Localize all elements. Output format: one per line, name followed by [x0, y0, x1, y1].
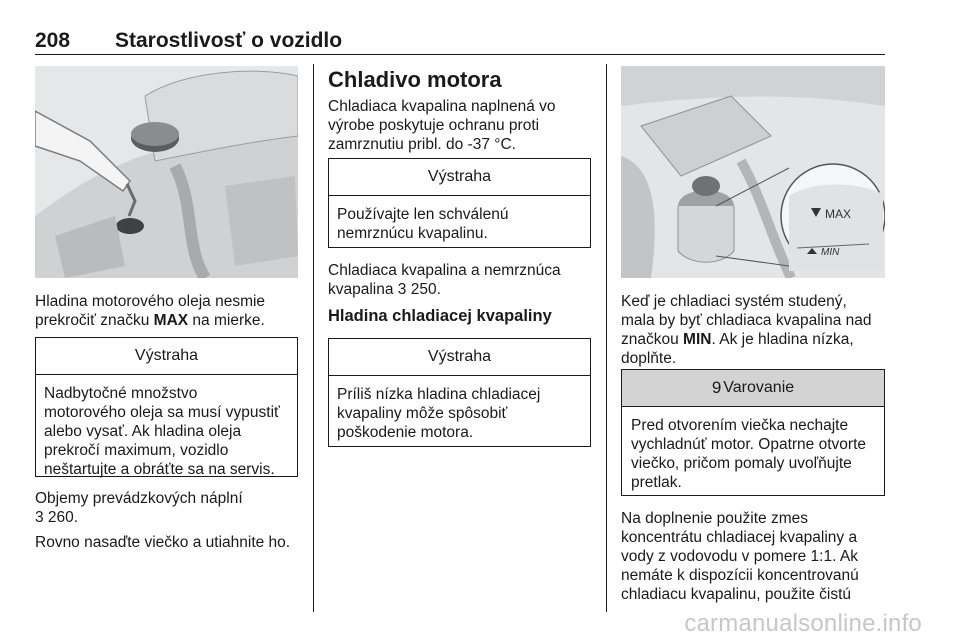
cap-instruction-text: Rovno nasaďte viečko a utiahnite ho.: [35, 534, 291, 551]
text-fragment: na mierke.: [188, 312, 265, 329]
text-fragment: prekročiť značku: [35, 312, 154, 329]
engine-oil-illustration: [35, 66, 298, 278]
coolant-cold-text-line4: doplňte.: [621, 350, 677, 367]
min-mark-label: MIN: [683, 331, 712, 348]
warning-line: poškodenie motora.: [337, 424, 474, 441]
warning-triangle-icon: 9: [711, 378, 722, 397]
column-divider-2: [606, 64, 607, 612]
warning-line: Nadbytočné množstvo: [44, 385, 198, 402]
header-rule: [35, 54, 885, 55]
coolant-warning-2-body: [329, 376, 590, 442]
coolant-warning-box-2: [328, 338, 591, 447]
coolant-warning-2-title: Výstraha: [329, 339, 590, 376]
oil-level-text-line2: [35, 311, 265, 330]
coolant-cold-text-line3: [621, 330, 854, 349]
antifreeze-text-line1: Chladiaca kvapalina a nemrznúca: [328, 262, 561, 279]
coolant-intro-line: Chladiaca kvapalina naplnená vo: [328, 98, 556, 115]
text-fragment: značkou: [621, 331, 684, 348]
page-number: 208: [35, 29, 71, 52]
coolant-caution-body: [622, 407, 884, 492]
max-marking: MAX: [825, 207, 852, 221]
refill-text-line: Na doplnenie použite zmes: [621, 510, 808, 527]
caution-title-text: Varovanie: [723, 379, 795, 396]
oil-warning-box: [35, 337, 298, 477]
coolant-caution-box: [621, 369, 885, 496]
coolant-warning-box-1: [328, 158, 591, 248]
refill-text-line: vody z vodovodu v pomere 1:1. Ak: [621, 548, 858, 565]
warning-line: neštartujte a obráťte sa na servis.: [44, 461, 275, 478]
fill-volumes-ref: 3 260.: [35, 509, 79, 526]
caution-line: pretlak.: [631, 474, 682, 491]
fill-volumes-text: Objemy prevádzkových náplní: [35, 490, 243, 507]
warning-line: alebo vysať. Ak hladina oleja: [44, 423, 242, 440]
antifreeze-text-line2: kvapalina 3 250.: [328, 281, 441, 298]
max-mark-label: MAX: [153, 312, 189, 329]
coolant-level-subheading: Hladina chladiacej kvapaliny: [328, 307, 552, 325]
warning-line: motorového oleja sa musí vypustiť: [44, 404, 280, 421]
caution-line: viečko, pričom pomaly uvoľňujte: [631, 455, 852, 472]
warning-line: kvapaliny môže spôsobiť: [337, 405, 508, 422]
warning-line: prekročí maximum, vozidlo: [44, 442, 229, 459]
coolant-reservoir-illustration: [621, 66, 885, 278]
coolant-cold-text-line1: Keď je chladiaci systém studený,: [621, 293, 847, 310]
page-title: Starostlivosť o vozidlo: [115, 29, 343, 52]
watermark: carmanualsonline.info: [684, 610, 922, 637]
coolant-intro-line: zamrznutiu pribl. do -37 °C.: [328, 136, 516, 153]
warning-line: Používajte len schválenú: [337, 206, 509, 223]
oil-warning-title: Výstraha: [36, 338, 297, 375]
coolant-caution-title: [622, 370, 884, 407]
coolant-warning-1-title: Výstraha: [329, 159, 590, 196]
refill-text-line: nemáte k dispozícii koncentrovanú: [621, 567, 859, 584]
refill-text-line: koncentrátu chladiacej kvapaliny a: [621, 529, 858, 546]
warning-line: nemrznúcu kvapalinu.: [337, 225, 488, 242]
caution-line: vychladnúť motor. Opatrne otvorte: [631, 436, 866, 453]
refill-text-line: chladiacu kvapalinu, použite čistú: [621, 586, 852, 603]
coolant-intro-line: výrobe poskytuje ochranu proti: [328, 117, 540, 134]
warning-line: Príliš nízka hladina chladiacej: [337, 386, 541, 403]
oil-level-text-line1: Hladina motorového oleja nesmie: [35, 293, 266, 310]
text-fragment: . Ak je hladina nízka,: [711, 331, 854, 348]
min-marking: MIN: [821, 247, 840, 258]
oil-warning-body: [36, 375, 297, 479]
coolant-heading: Chladivo motora: [328, 67, 502, 92]
column-divider-1: [313, 64, 314, 612]
coolant-cold-text-line2: mala by byť chladiaca kvapalina nad: [621, 312, 872, 329]
caution-line: Pred otvorením viečka nechajte: [631, 417, 849, 434]
coolant-warning-1-body: [329, 196, 590, 243]
